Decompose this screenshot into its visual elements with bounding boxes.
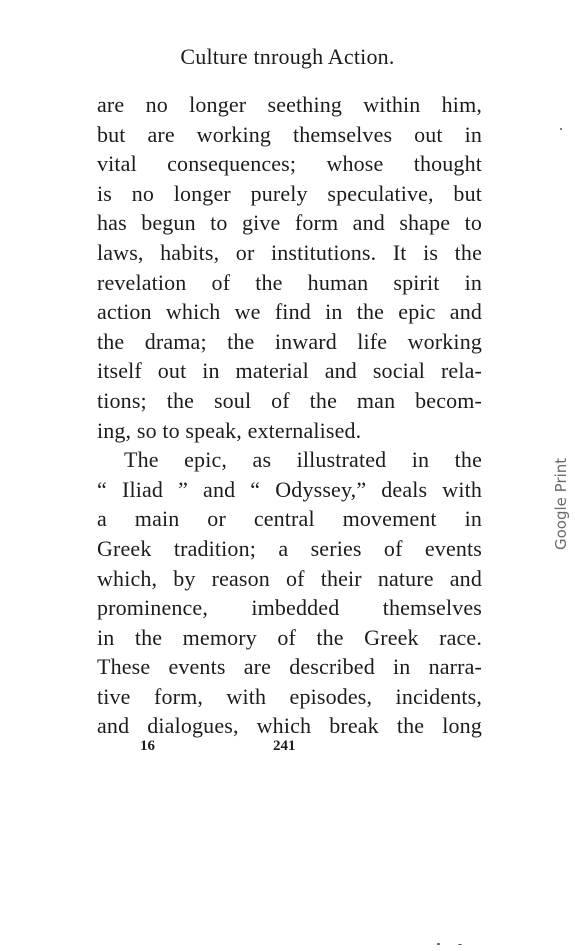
text-line: Greek tradition; a series of events [97,535,482,561]
running-head: Culture tnrough Action. [180,44,395,69]
google-print-watermark [548,428,575,558]
scan-speck [458,944,462,945]
text-line: These events are described in narra- [97,654,482,680]
text-line: has begun to give form and shape to [97,210,482,236]
page-number: 241 [273,738,296,754]
paragraph-first-line: The epic, as illustrated in the [124,447,482,473]
text-line: in the memory of the Greek race. [97,624,482,650]
text-line: the drama; the inward life working [97,328,482,354]
text-line: and dialogues, which break the long [97,713,482,739]
text-line: is no longer purely speculative, but [97,180,482,206]
text-line: revelation of the human spirit in [97,269,482,295]
text-line: tive form, with episodes, incidents, [97,683,482,709]
text-line: but are working themselves out in [97,121,482,147]
text-line: action which we find in the epic and [97,299,482,325]
text-line: are no longer seething within him, [97,92,482,117]
watermark-text: Google Print [552,457,570,550]
scan-speck [437,943,440,945]
text-line: “ Iliad ” and “ Odyssey,” deals with [97,476,482,502]
text-line: itself out in material and social rela- [97,358,482,384]
body-text [97,90,482,741]
text-line: which, by reason of their nature and [97,565,482,591]
text-line: tions; the soul of the man becom- [97,387,482,413]
text-line: prominence, imbedded themselves [97,595,482,621]
scan-speck [560,128,562,130]
text-line: a main or central movement in [97,506,482,532]
text-line: vital consequences; whose thought [97,151,482,177]
signature-mark: 16 [140,738,155,754]
text-line: ing, so to speak, externalised. [97,417,362,443]
text-line: laws, habits, or institutions. It is the [97,239,482,265]
